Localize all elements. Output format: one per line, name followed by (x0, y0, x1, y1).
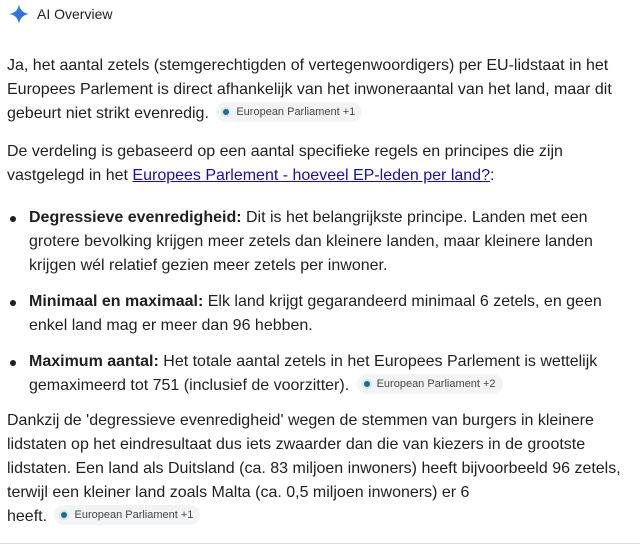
ai-overview-header (8, 3, 112, 25)
principles-list (7, 206, 632, 398)
list-item-title: Degressieve evenredigheid: (29, 209, 242, 226)
sparkle-icon (8, 3, 30, 25)
list-item (7, 350, 632, 398)
overview-content (7, 54, 632, 529)
list-item-text: Dit is het belangrijkste principe. Landen met een grotere bevolking krijgen meer zetels dan kleinere landen, maar kleinere landen krijgen wél relatief gezien meer zetels per inwoner. (29, 209, 593, 274)
list-item (7, 290, 632, 338)
list-item-title: Minimaal en maximaal: (29, 293, 204, 310)
closing-paragraph (7, 409, 632, 529)
intro-paragraph (7, 54, 632, 126)
divider (0, 543, 640, 548)
source-chip[interactable] (54, 505, 200, 525)
source-favicon-icon (59, 510, 69, 520)
source-chip[interactable] (357, 374, 503, 394)
source-chip-label: European Parliament +1 (236, 106, 356, 118)
basis-text: De verdeling is gebaseerd op een aantal specifieke regels en principes die zijn vastgelegd in het (7, 143, 563, 184)
ai-overview-title: AI Overview (37, 6, 113, 22)
closing-last-word: heeft. (7, 508, 48, 525)
source-chip-label: European Parliament +2 (376, 378, 496, 390)
closing-text: Dankzij de 'degressieve evenredigheid' wegen de stemmen van burgers in kleinere lidstaten op het eindresultaat dus iets zwaarder dan die van kiezers in de grootste lidstaten. Een land als Duitsland (ca. 83 miljoen inwoners) heeft bijvoorbeeld 96 zetels, terwijl een kleiner land zoals Malta (ca. 0,5 miljoen inwoners) er 6 (7, 412, 621, 501)
list-item-text: Elk land krijgt gegarandeerd minimaal 6 zetels, en geen enkel land mag er meer dan 96 hebben. (29, 293, 602, 334)
basis-text-end: : (489, 167, 495, 184)
source-chip-label: European Parliament +1 (74, 509, 194, 521)
basis-paragraph (7, 140, 632, 188)
source-favicon-icon (221, 107, 231, 117)
intro-text: Ja, het aantal zetels (stemgerechtigden of vertegenwoordigers) per EU-lidstaat in het Europees Parlement is direct afhankelijk van het inwoneraantal van het land, maar dit gebeurt niet strikt evenredig. (7, 57, 612, 122)
list-item-text: Het totale aantal zetels in het Europees Parlement is wettelijk gemaximeerd tot 751 (inclusief de voorzitter). (29, 353, 598, 394)
source-favicon-icon (362, 379, 372, 389)
ep-seats-link[interactable]: Europees Parlement - hoeveel EP-leden per land? (132, 167, 490, 184)
source-chip[interactable] (216, 102, 362, 122)
list-item (7, 206, 632, 278)
list-item-title: Maximum aantal: (29, 353, 159, 370)
